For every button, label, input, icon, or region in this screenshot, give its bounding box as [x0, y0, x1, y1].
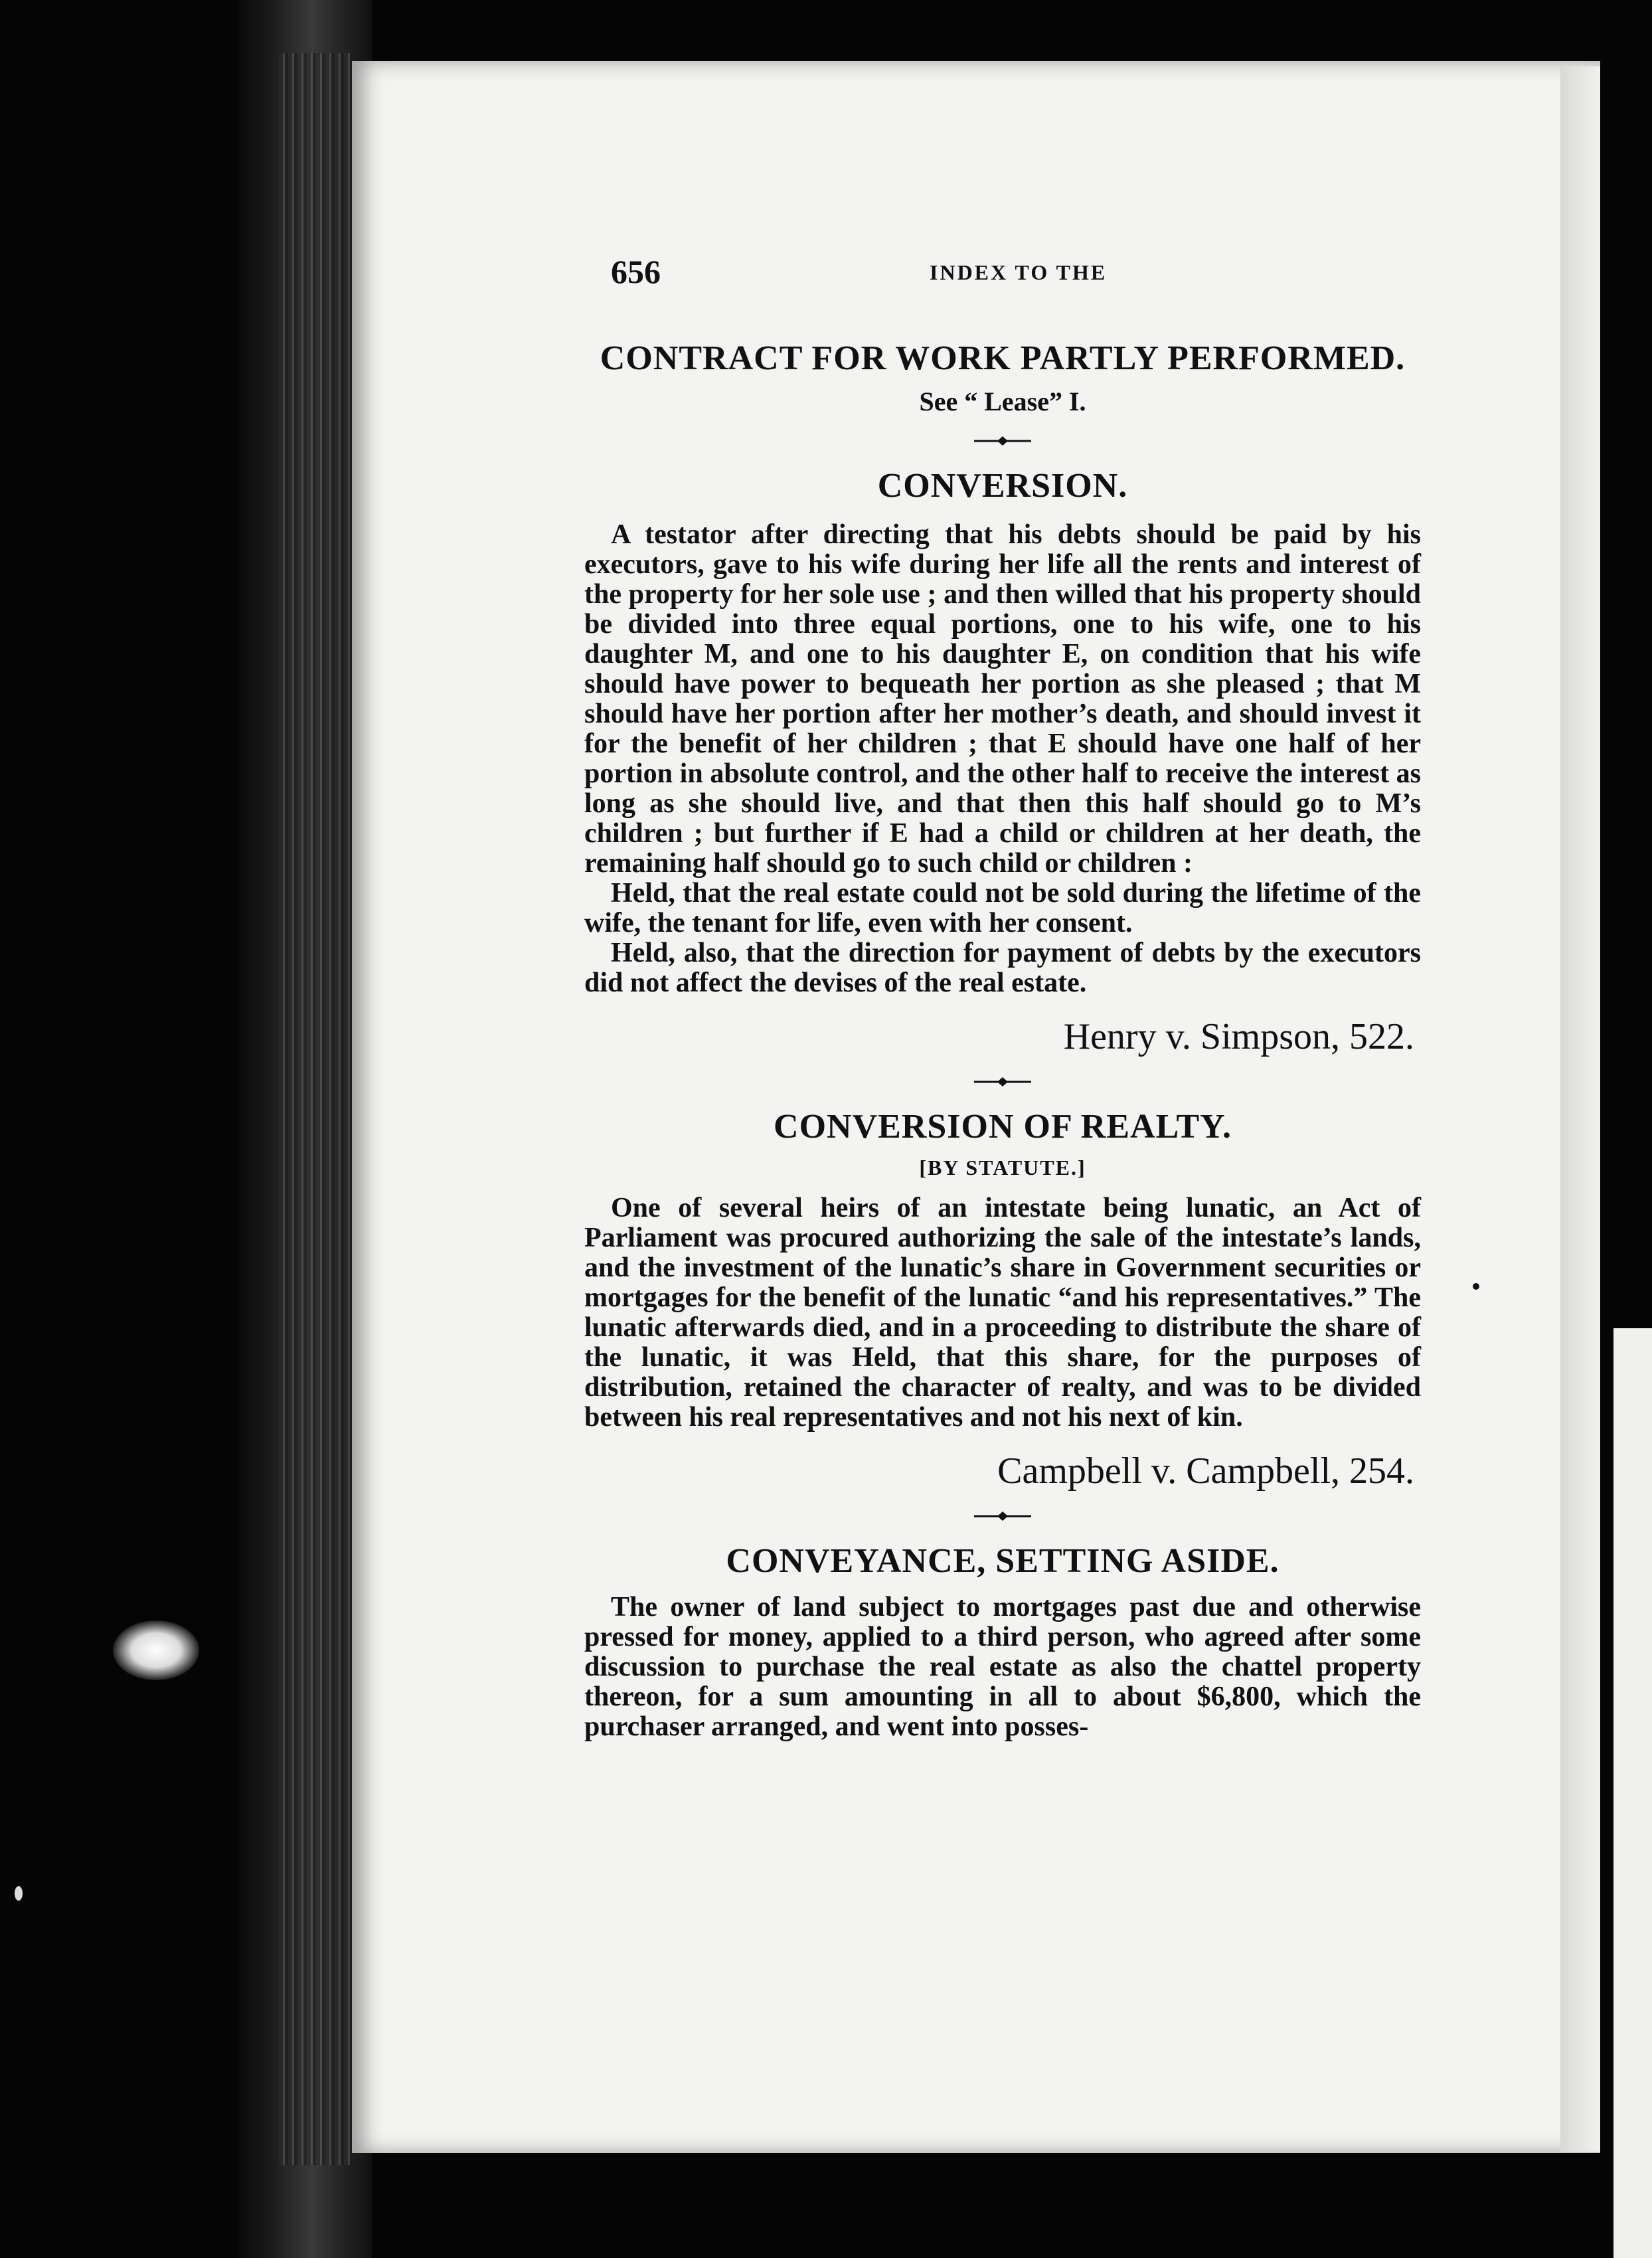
- section-heading: CONVEYANCE, SETTING ASIDE.: [726, 1542, 1280, 1580]
- section-heading: CONVERSION.: [877, 467, 1128, 505]
- body-paragraph: A testator after directing that his debts should be paid by his executors, gave to his wife during her life all the rents and interest of the property for her sole use ; and then willed that his property should be divided into three equal portions, one to his wife, one to his daughter M, and one to his daughter E, on condition that his wife should have power to bequeath her portion as she pleased ; that M should have her portion after her mother’s death, and should invest it for the benefit of her children ; that E should have one half of her portion in absolute control, and the other half to receive the interest as long as she should live, and that then this half should go to M’s children ; but further if E had a child or children at her death, the remaining half should go to such child or children :: [584, 519, 1421, 879]
- body-paragraph: Held, also, that the direction for payment of debts by the executors did not affect the devises of the real estate.: [584, 938, 1421, 998]
- section-divider: [584, 434, 1421, 448]
- cross-reference: See “ Lease” I.: [919, 387, 1086, 416]
- page-content: [584, 252, 1421, 1742]
- ornament-rule-icon: [973, 1075, 1032, 1088]
- ink-speck: [1473, 1283, 1479, 1290]
- page-number: 656: [611, 253, 661, 290]
- body-paragraph: Held, that the real estate could not be sold during the lifetime of the wife, the tenant for life, even with her consent.: [584, 878, 1421, 938]
- section-divider: [584, 1510, 1421, 1523]
- running-title: INDEX TO THE: [930, 260, 1108, 284]
- scan-artifact: [15, 1886, 23, 1901]
- adjacent-page-sliver: [1613, 1328, 1652, 2258]
- section-heading: CONVERSION OF REALTY.: [774, 1108, 1232, 1146]
- section-heading: CONTRACT FOR WORK PARTLY PERFORMED.: [600, 339, 1406, 377]
- page-edges: [279, 53, 352, 2165]
- case-citation: Henry v. Simpson, 522.: [1063, 1016, 1414, 1057]
- ornament-rule-icon: [973, 434, 1032, 448]
- section-divider: [584, 1075, 1421, 1088]
- light-glare: [113, 1620, 199, 1680]
- body-paragraph: The owner of land subject to mortgages past due and otherwise pressed for money, applied to a third person, who agreed after some discussion to purchase the real estate as also the chattel property thereon, for a sum amounting in all to about $6,800, which the purchaser arranged, and went into posses-: [584, 1592, 1421, 1742]
- ornament-rule-icon: [973, 1510, 1032, 1523]
- statute-note: [BY STATUTE.]: [919, 1156, 1086, 1179]
- page-right-edge: [1560, 66, 1600, 2152]
- case-citation: Campbell v. Campbell, 254.: [997, 1450, 1414, 1492]
- running-head: [584, 252, 1421, 299]
- body-paragraph: One of several heirs of an intestate being lunatic, an Act of Parliament was procured authorizing the sale of the intestate’s lands, and the investment of the lunatic’s share in Government securities or mortgages for the benefit of the lunatic “and his representatives.” The lunatic afterwards died, and in a proceeding to distribute the share of the lunatic, it was Held, that this share, for the purposes of distribution, retained the character of realty, and was to be divided between his real representatives and not his next of kin.: [584, 1193, 1421, 1433]
